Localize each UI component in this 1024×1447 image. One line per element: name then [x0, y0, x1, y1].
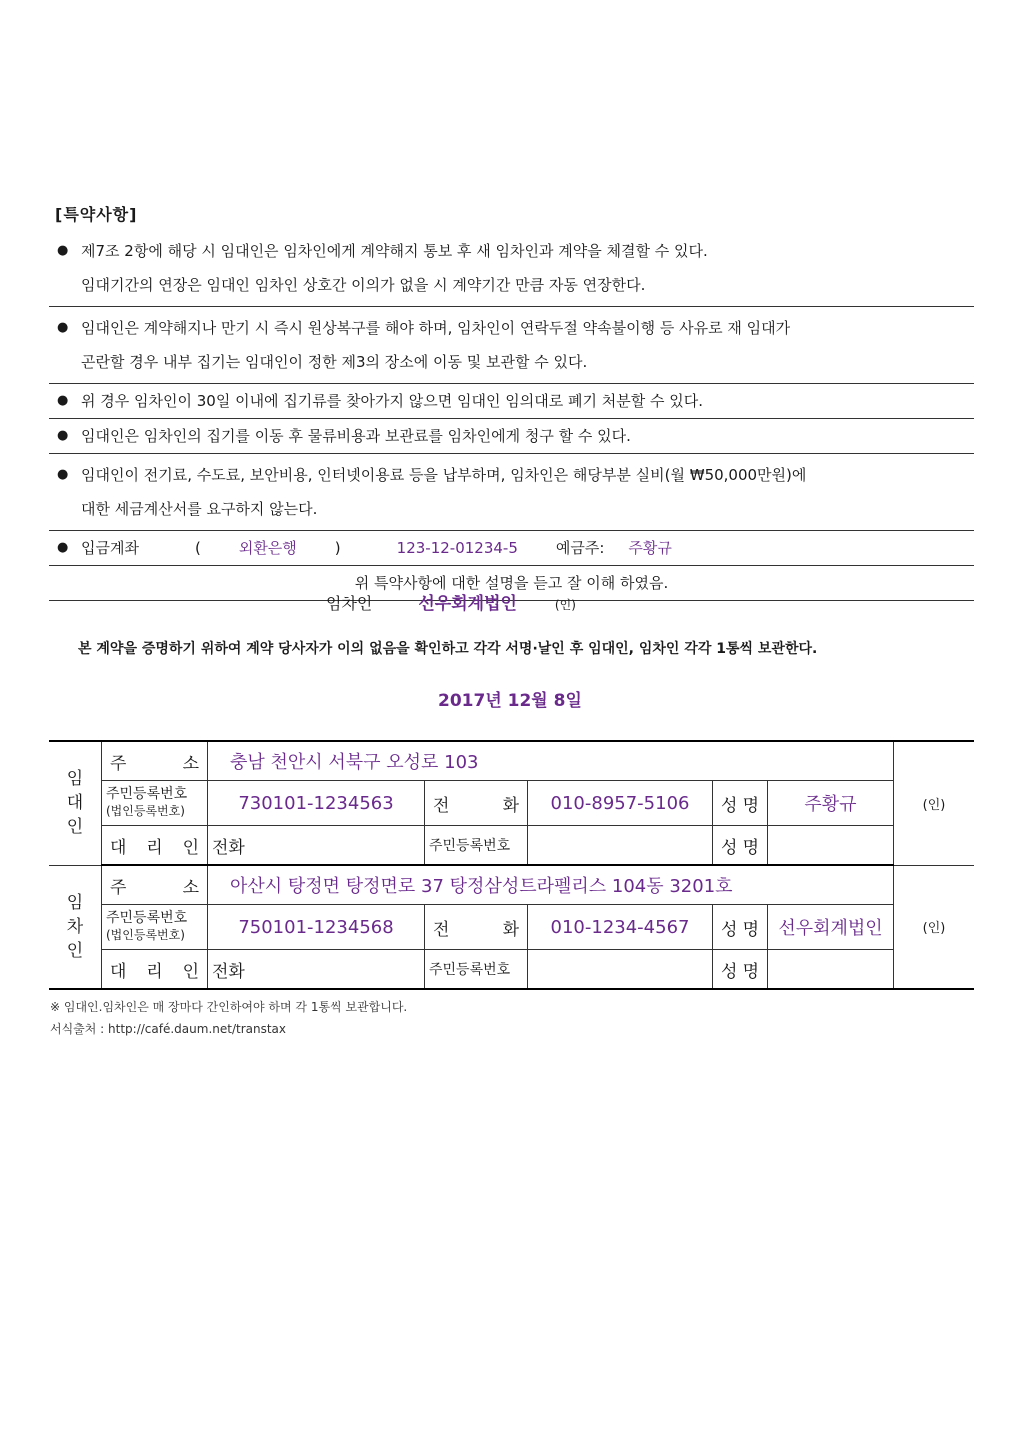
account-row	[49, 531, 974, 566]
special-terms-table	[49, 230, 974, 601]
term-text: 대한 세금계산서를 요구하지 않는다.	[81, 500, 318, 518]
account-label: 입금계좌	[81, 539, 139, 557]
parties-table	[49, 740, 974, 990]
tenant-label: 임 차 인	[49, 865, 102, 989]
term-text: 곤란할 경우 내부 집기는 임대인이 정한 제3의 장소에 이동 및 보관할 수 있다.	[81, 353, 588, 371]
name-label: 성 명	[713, 905, 768, 950]
term-row	[49, 384, 974, 419]
tenant-agent-row	[49, 950, 974, 990]
tenant-sign-seal: (인)	[554, 598, 576, 612]
agent-label: 대 리 인	[102, 950, 208, 990]
landlord-agent-row	[49, 826, 974, 866]
footnote: ※ 임대인.임차인은 매 장마다 간인하여야 하며 각 1통씩 보관합니다.	[50, 1000, 408, 1014]
landlord-reg-no: 730101-1234563	[208, 781, 425, 826]
landlord-seal: (인)	[894, 741, 975, 865]
tenant-sign-name: 선우회계법인	[418, 594, 517, 614]
agent-phone-label: 전화	[208, 826, 425, 866]
tenant-signature-line	[326, 589, 576, 614]
bullet-icon: ●	[57, 393, 69, 408]
tenant-agent-reg-no	[528, 950, 713, 990]
address-label: 주 소	[102, 865, 208, 905]
landlord-agent-reg-no	[528, 826, 713, 866]
bullet-icon: ●	[57, 540, 69, 555]
term-text: 임대기간의 연장은 임대인 임차인 상호간 이의가 없을 시 계약기간 만큼 자동 연장한다.	[81, 276, 646, 294]
term-text: 위 경우 임차인이 30일 이내에 집기류를 찾아가지 않으면 임대인 임의대로 폐기 처분할 수 있다.	[81, 392, 703, 410]
account-holder: 주황규	[628, 539, 672, 557]
landlord-address-row	[49, 741, 974, 781]
name-label: 성 명	[713, 781, 768, 826]
tenant-reg-no: 750101-1234568	[208, 905, 425, 950]
name-label: 성 명	[713, 950, 768, 990]
bank-name: 외환은행	[238, 539, 297, 557]
agent-reg-no-label: 주민등록번호	[425, 826, 528, 866]
reg-no-label: 주민등록번호 (법인등록번호)	[102, 905, 208, 950]
acknowledgement-text: 위 특약사항에 대한 설명을 듣고 잘 이해 하였음.	[354, 574, 669, 592]
term-row	[49, 454, 974, 531]
bullet-icon: ●	[57, 320, 69, 335]
agent-reg-no-label: 주민등록번호	[425, 950, 528, 990]
paren-close: )	[334, 539, 341, 557]
term-text: 제7조 2항에 해당 시 임대인은 임차인에게 계약해지 통보 후 새 임차인과 계약을 체결할 수 있다.	[81, 242, 708, 260]
agent-label: 대 리 인	[102, 826, 208, 866]
term-text: 임대인이 전기료, 수도료, 보안비용, 인터넷이용료 등을 납부하며, 임차인은 해당부분 실비(월 ₩50,000만원)에	[81, 466, 807, 484]
tenant-sign-label: 임차인	[326, 594, 373, 613]
phone-label: 전 화	[425, 781, 528, 826]
bullet-icon: ●	[57, 428, 69, 443]
account-number: 123-12-01234-5	[396, 539, 518, 557]
tenant-reg-row	[49, 905, 974, 950]
landlord-name: 주황규	[768, 781, 894, 826]
name-label: 성 명	[713, 826, 768, 866]
reg-no-label: 주민등록번호 (법인등록번호)	[102, 781, 208, 826]
landlord-address: 충남 천안시 서북구 오성로 103	[208, 741, 894, 781]
landlord-phone: 010-8957-5106	[528, 781, 713, 826]
special-terms-heading: [특약사항]	[55, 205, 138, 224]
proof-statement: 본 계약을 증명하기 위하여 계약 당사자가 이의 없음을 확인하고 각각 서명·날인 후 임대인, 임차인 각각 1통씩 보관한다.	[78, 641, 818, 657]
tenant-address-row	[49, 865, 974, 905]
tenant-agent-name	[768, 950, 894, 990]
tenant-address: 아산시 탕정면 탕정면로 37 탕정삼성트라펠리스 104동 3201호	[208, 865, 894, 905]
term-row	[49, 230, 974, 307]
bullet-icon: ●	[57, 467, 69, 482]
phone-label: 전 화	[425, 905, 528, 950]
tenant-phone: 010-1234-4567	[528, 905, 713, 950]
bullet-icon: ●	[57, 243, 69, 258]
tenant-seal: (인)	[894, 865, 975, 989]
landlord-reg-row	[49, 781, 974, 826]
term-text: 임대인은 계약해지나 만기 시 즉시 원상복구를 해야 하며, 임차인이 연락두절 약속불이행 등 사유로 재 임대가	[81, 319, 791, 337]
contract-date: 2017년 12월 8일	[438, 691, 582, 711]
address-label: 주 소	[102, 741, 208, 781]
term-row	[49, 307, 974, 384]
form-source: 서식출처 : http://café.daum.net/transtax	[50, 1022, 287, 1036]
landlord-label: 임 대 인	[49, 741, 102, 865]
tenant-name: 선우회계법인	[768, 905, 894, 950]
term-row	[49, 419, 974, 454]
holder-label: 예금주:	[555, 539, 605, 557]
term-text: 임대인은 임차인의 집기를 이동 후 물류비용과 보관료를 임차인에게 청구 할 수 있다.	[81, 427, 631, 445]
landlord-agent-name	[768, 826, 894, 866]
agent-phone-label: 전화	[208, 950, 425, 990]
paren-open: (	[194, 539, 201, 557]
